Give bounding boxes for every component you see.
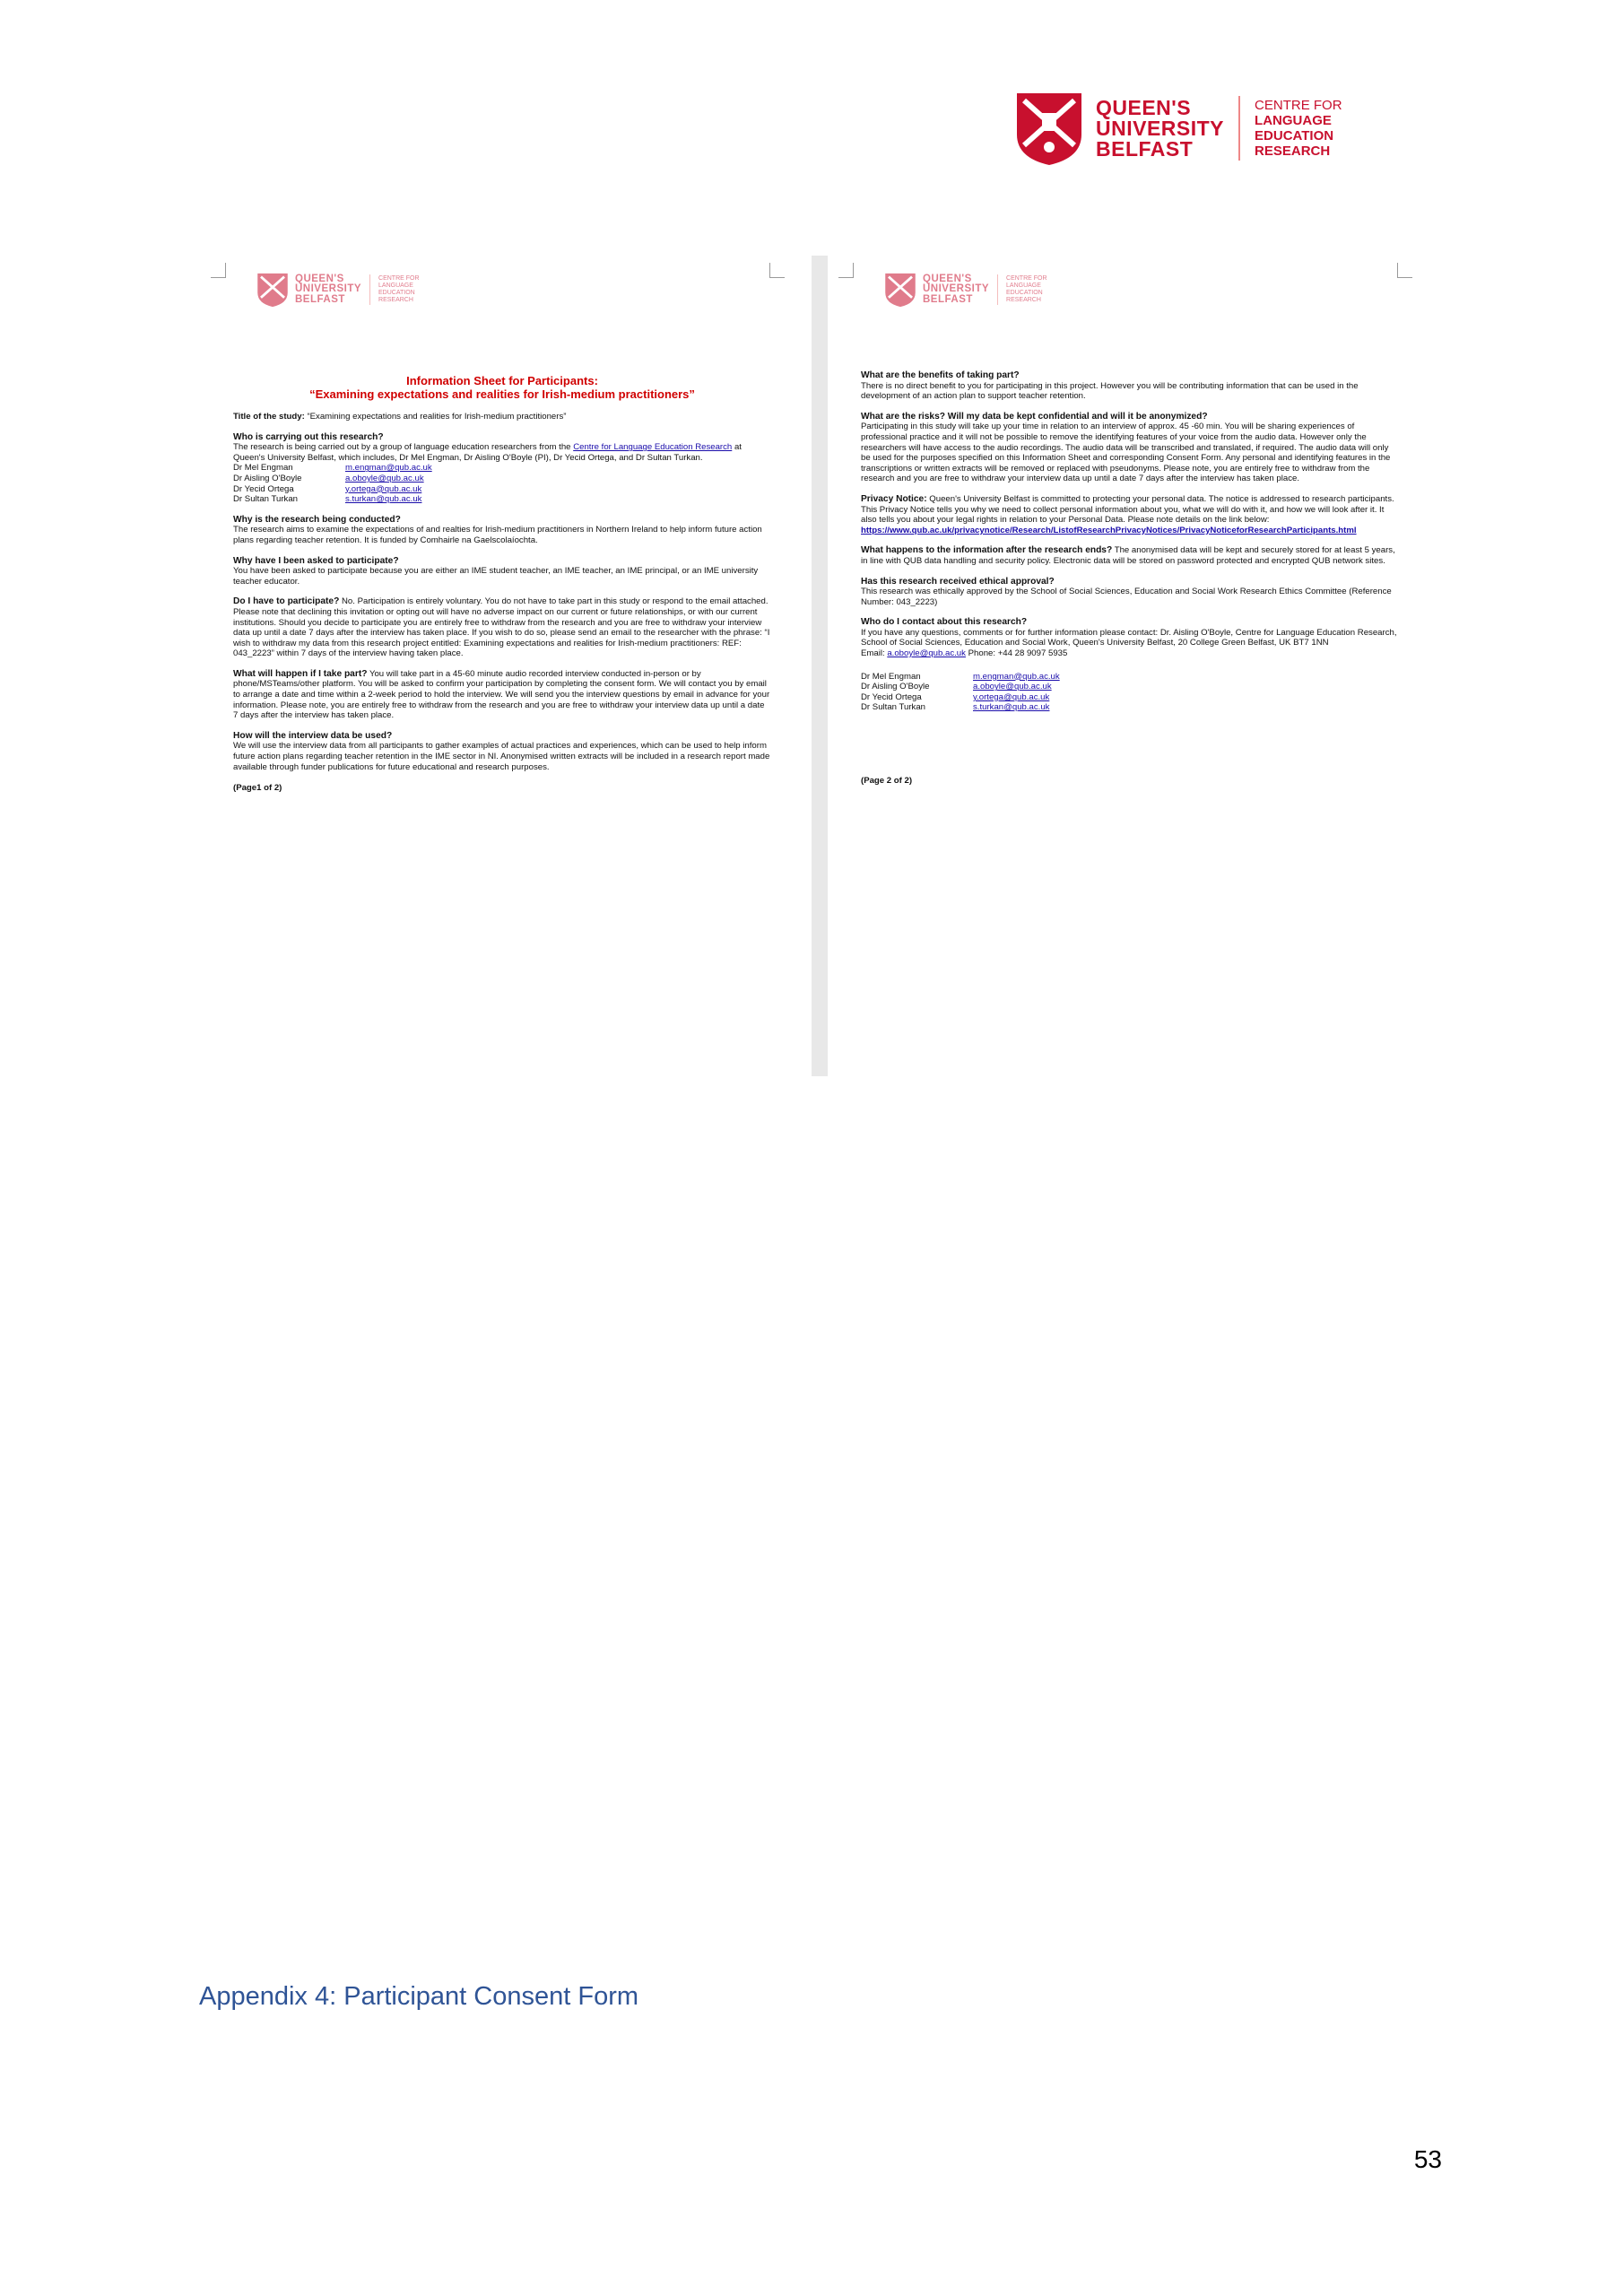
email-link[interactable]: m.engman@qub.ac.uk: [345, 463, 432, 474]
section-text: If you have any questions, comments or for further information please contact: Dr. Aisling O'Boyle, Centre for Language Education Research, School of Social Sciences, Education and Social Work, Queen's University Belfast, 20 College Green Belfast, UK BT7 1NN: [861, 627, 1397, 648]
section-text: You have been asked to participate because you are either an IME student teacher, an IME teacher, an IME principal, or an IME university teacher educator.: [233, 566, 759, 587]
study-title: Title of the study: “Examining expectations and realities for Irish-medium practitioners”: [233, 412, 567, 422]
appendix-heading: Appendix 4: Participant Consent Form: [199, 1982, 639, 2011]
email-link[interactable]: a.oboyle@qub.ac.uk: [345, 473, 424, 483]
section-text: There is no direct benefit to you for participating in this project. However you will be contributing information that can be used in the development of an action plan to support teacher retention.: [861, 380, 1359, 402]
page-label: (Page 2 of 2): [861, 776, 913, 787]
section-heading: How will the interview data be used?: [233, 730, 393, 741]
section-text: What happens to the information after the research ends? The anonymised data will be kept and securely stored for at least 5 years, in line with QUB data handling and security policy. Electronic data will be stored on password protected and encrypted QUB network sites.: [861, 545, 1395, 566]
qub-crest-icon: [1013, 90, 1085, 167]
page-1-content: [233, 374, 771, 794]
section-text: What will happen if I take part? You will take part in a 45-60 minute audio recorded interview conducted in-person or by phone/MSTeams/other platform. You will be asked to confirm your participation by completing the consent form. We will contact you by email to arrange a date and time within a 2-week period to hold the interview. We will send you the interview questions by email in advance for your information. Please note, you are entirely free to withdraw from the research and you are free to withdraw your interview data up until a date 7 days after the interview has taken place.: [233, 668, 770, 721]
section-text: Privacy Notice: Queen's University Belfast is committed to protecting your personal data. The notice is addressed to research participants. This Privacy Notice tells you why we need to collect personal information about you, what we will do with it, and how we will look after it. It also tells you about your legal rights in relation to your Personal Data. Please note details on the link below:: [861, 493, 1394, 526]
contact-list: Dr Mel Engman m.engman@qub.ac.uk Dr Aisling O'Boyle a.oboyle@qub.ac.uk Dr Yecid Ortega y.ortega@qub.ac.uk Dr Sultan Turkan s.turkan@qub.ac.uk: [861, 672, 1399, 713]
embedded-page-2: [838, 256, 1412, 1076]
centre-wordmark: CENTRE FOR LANGUAGE EDUCATION RESEARCH: [1255, 98, 1342, 159]
section-heading: What are the benefits of taking part?: [861, 370, 1020, 380]
logo-divider: [1238, 96, 1240, 161]
crop-mark: [838, 263, 854, 278]
document-title: Information Sheet for Participants:: [406, 374, 598, 387]
email-link[interactable]: y.ortega@qub.ac.uk: [345, 483, 422, 494]
page-label: (Page1 of 2): [233, 783, 282, 794]
page-logo: QUEEN'S UNIVERSITY BELFAST CENTRE FOR LANGUAGE EDUCATION RESEARCH: [883, 272, 1047, 308]
page-logo: QUEEN'S UNIVERSITY BELFAST CENTRE FOR LANGUAGE EDUCATION RESEARCH: [256, 272, 420, 308]
section-heading: Who do I contact about this research?: [861, 617, 1028, 628]
contact-email-line: Email: a.oboyle@qub.ac.uk Phone: +44 28 9097 5935: [861, 648, 1068, 659]
email-link[interactable]: a.oboyle@qub.ac.uk: [887, 648, 966, 659]
email-link[interactable]: s.turkan@qub.ac.uk: [973, 702, 1050, 713]
section-text: Participating in this study will take up your time in relation to an interview of approx. 45 -60 min. You will be sharing experiences of professional practice and it will not be possible to remove the identifying features of your voice from the audio data. However only the researchers will have access to the audio recordings. The audio data will be transcribed and translated, if required. The audio data will only be used for the purposes specified on this Information Sheet and corresponding Consent Form. Any personal and identifying features in the transcriptions or written extracts will be removed or replaced with pseudonyms. Please note, you are entirely free to withdraw from the research and you are free to withdraw your interview data up until a date 7 days after the interview has taken place.: [861, 422, 1391, 484]
section-text: The research is being carried out by a group of language education researchers from the Centre for Language Education Research at Queen's University Belfast, which includes, Dr Mel Engman, Dr Aisling O'Boyle (PI), Dr Yecid Ortega, and Dr Sultan Turkan.: [233, 442, 742, 463]
section-heading: Why have I been asked to participate?: [233, 555, 399, 566]
crop-mark: [769, 263, 785, 278]
crop-mark: [1397, 263, 1412, 278]
page-gutter: [812, 256, 828, 1076]
header-logo: [1013, 90, 1342, 167]
embedded-page-1: [211, 256, 785, 1076]
qub-wordmark: QUEEN'S UNIVERSITY BELFAST: [1096, 95, 1225, 161]
email-link[interactable]: y.ortega@qub.ac.uk: [973, 691, 1050, 702]
email-link[interactable]: s.turkan@qub.ac.uk: [345, 494, 422, 505]
section-heading: Has this research received ethical approval?: [861, 576, 1055, 587]
section-heading: Who is carrying out this research?: [233, 431, 384, 442]
section-heading: What are the risks? Will my data be kept confidential and will it be anonymized?: [861, 411, 1208, 422]
crop-mark: [211, 263, 226, 278]
document-subtitle: “Examining expectations and realities for Irish-medium practitioners”: [309, 387, 695, 401]
qub-crest-icon: [883, 272, 917, 308]
section-heading: Why is the research being conducted?: [233, 514, 401, 525]
section-text: This research was ethically approved by the School of Social Sciences, Education and Social Work Research Ethics Committee (Reference Number: 043_2223): [861, 587, 1392, 607]
contact-list: Dr Mel Engman m.engman@qub.ac.uk Dr Aisling O'Boyle a.oboyle@qub.ac.uk Dr Yecid Ortega y.ortega@qub.ac.uk Dr Sultan Turkan s.turkan@qub.ac.uk: [233, 463, 771, 504]
section-text: The research aims to examine the expectations of and realties for Irish-medium practitioners in Northern Ireland to help inform future action plans regarding teacher retention. It is funded by Comhairle na Gaelscolaíochta.: [233, 525, 762, 545]
qub-crest-icon: [256, 272, 290, 308]
page-2-content: [861, 370, 1399, 787]
privacy-link[interactable]: https://www.qub.ac.uk/privacynotice/Research/ListofResearchPrivacyNotices/PrivacyNoticeforResearchParticipants.html: [861, 525, 1357, 535]
email-link[interactable]: m.engman@qub.ac.uk: [973, 671, 1060, 682]
section-text: Do I have to participate? No. Participation is entirely voluntary. You do not have to take part in this study or respond to the email attached. Please note that declining this invitation or opting out will have no adverse impact on our current or future relationships, or with our current institutions. Should you decide to participate you are entirely free to withdraw from the research and you are free to withdraw your interview data up until a date 7 days after the interview has taken place. If you wish to do so, please send an email to the researcher with the phrase: “I wish to withdraw my data from this research project entitled: Examining expectations and realities for Irish-medium practitioners: REF: 043_2223” within 7 days of the interview having taken place.: [233, 596, 770, 659]
email-link[interactable]: a.oboyle@qub.ac.uk: [973, 682, 1052, 692]
page-number: 53: [1413, 2145, 1442, 2173]
section-text: We will use the interview data from all participants to gather examples of actual practices and experiences, which can be used to help inform future action plans regarding teacher retention in the IME sector in NI. Anonymised written extracts will be included in a research report made available through funder publications for future educational and research purposes.: [233, 741, 770, 772]
clear-link[interactable]: Centre for Language Education Research: [573, 442, 733, 453]
